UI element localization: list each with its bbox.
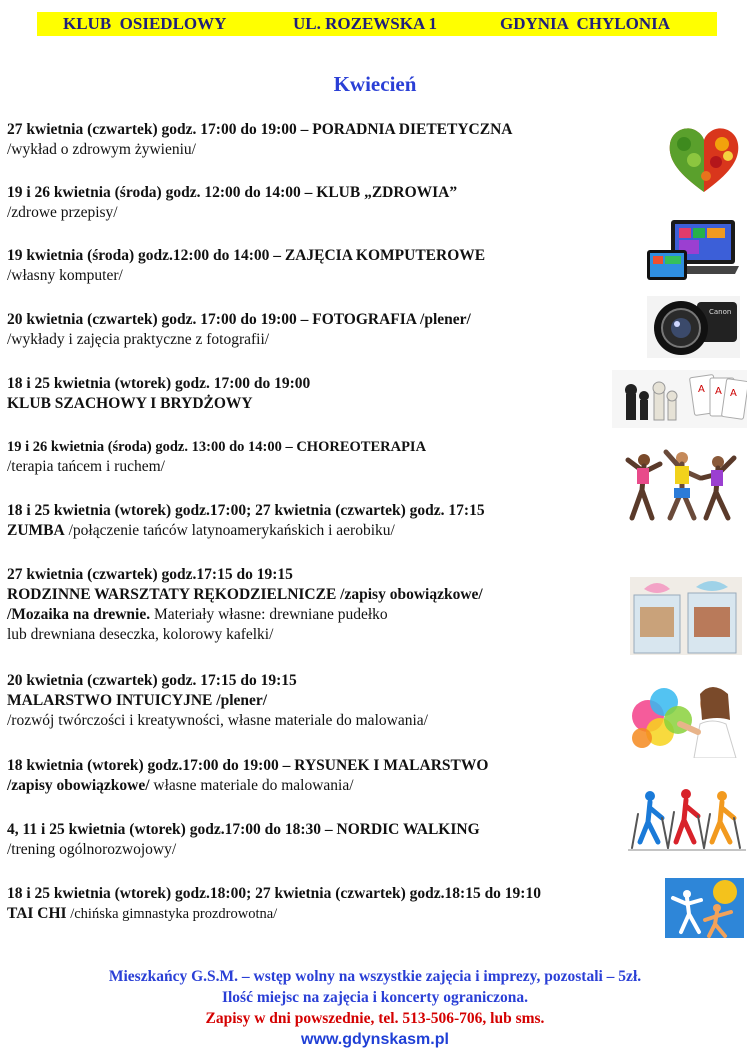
event-description: /połączenie tańców latynoamerykańskich i aerobiku/ xyxy=(64,522,395,539)
event-date: 20 kwietnia (czwartek) godz. 17:15 do 19:15 xyxy=(7,672,297,689)
event-chess-bridge xyxy=(7,374,627,414)
event-description: /własny komputer/ xyxy=(7,267,123,284)
chess-and-cards-icon xyxy=(612,370,747,428)
event-photography xyxy=(7,310,627,350)
club-name: KLUB OSIEDLOWY xyxy=(63,14,227,33)
event-title: KLUB SZACHOWY I BRYDŻOWY xyxy=(7,395,253,412)
colorful-painting-woman-icon xyxy=(628,680,742,758)
event-choreotherapy xyxy=(7,437,627,477)
event-description: /wykłady i zajęcia praktyczne z fotografii/ xyxy=(7,331,270,348)
event-drawing-painting xyxy=(7,756,627,796)
event-date-title: 19 i 26 kwietnia (środa) godz. 12:00 do 14:00 – KLUB „ZDROWIA” xyxy=(7,184,458,201)
event-date-title: 20 kwietnia (czwartek) godz. 17:00 do 19:00 – FOTOGRAFIA /plener/ xyxy=(7,311,471,328)
event-health-club xyxy=(7,183,627,223)
event-description: /terapia tańcem i ruchem/ xyxy=(7,458,165,475)
event-title: MALARSTWO INTUICYJNE /plener/ xyxy=(7,692,268,709)
event-date: 27 kwietnia (czwartek) godz.17:15 do 19:15 xyxy=(7,566,293,583)
footer-signup-phone: Zapisy w dni powszednie, tel. 513-506-706, lub sms. xyxy=(205,1010,545,1027)
header-bar xyxy=(37,12,717,36)
club-address: UL. ROZEWSKA 1 xyxy=(293,14,438,33)
event-description: /trening ogólnorozwojowy/ xyxy=(7,841,177,858)
vegetable-heart-icon xyxy=(666,122,742,196)
event-date-title: 19 kwietnia (środa) godz.12:00 do 14:00 – ZAJĘCIA KOMPUTEROWE xyxy=(7,247,486,264)
nordic-walkers-icon xyxy=(628,788,746,852)
event-dietetics xyxy=(7,120,627,160)
event-date-title: 4, 11 i 25 kwietnia (wtorek) godz.17:00 do 18:30 – NORDIC WALKING xyxy=(7,821,480,838)
event-date: 18 i 25 kwietnia (wtorek) godz.18:00; 27 kwietnia (czwartek) godz.18:15 do 19:10 xyxy=(7,885,541,902)
club-city: GDYNIA CHYLONIA xyxy=(500,14,671,33)
event-computer xyxy=(7,246,627,286)
laptop-tablet-icon xyxy=(643,218,740,288)
event-date: 18 i 25 kwietnia (wtorek) godz. 17:00 do 19:00 xyxy=(7,375,311,392)
event-date-title: 27 kwietnia (czwartek) godz. 17:00 do 19:00 – PORADNIA DIETETYCZNA xyxy=(7,121,513,138)
event-description: /rozwój twórczości i kreatywności, własne materiale do malowania/ xyxy=(7,712,428,729)
event-tai-chi xyxy=(7,884,627,924)
event-description: własne materiale do malowania/ xyxy=(149,777,354,794)
dancers-icon xyxy=(622,448,742,522)
event-date-title: 19 i 26 kwietnia (środa) godz. 13:00 do 14:00 – CHOREOTERAPIA xyxy=(7,439,427,455)
footer xyxy=(0,966,750,1050)
event-description: /wykład o zdrowym żywieniu/ xyxy=(7,141,196,158)
event-zumba xyxy=(7,501,627,541)
footer-limited-seats: Ilość miejsc na zajęcia i koncerty ograniczona. xyxy=(221,989,529,1006)
camera-lens-icon xyxy=(647,296,740,358)
svg-text:A: A xyxy=(715,386,722,397)
decorated-boxes-icon xyxy=(630,577,742,655)
event-nordic-walking xyxy=(7,820,627,860)
event-date: 18 i 25 kwietnia (wtorek) godz.17:00; 27 kwietnia (czwartek) godz. 17:15 xyxy=(7,502,485,519)
event-signup-note: /zapisy obowiązkowe/ xyxy=(7,777,150,794)
svg-text:A: A xyxy=(698,384,705,395)
event-date-title: 18 kwietnia (wtorek) godz.17:00 do 19:00 – RYSUNEK I MALARSTWO xyxy=(7,757,489,774)
svg-text:A: A xyxy=(730,388,737,399)
footer-admission-note: Mieszkańcy G.S.M. – wstęp wolny na wszystkie zajęcia i imprezy, pozostali – 5zł. xyxy=(108,968,642,985)
event-description: /zdrowe przepisy/ xyxy=(7,204,118,221)
event-materials: Materiały własne: drewniane pudełko xyxy=(150,606,388,623)
event-subtitle: /Mozaika na drewnie. xyxy=(7,606,151,623)
event-handicraft xyxy=(7,565,627,645)
month-title: Kwiecień xyxy=(333,72,417,96)
footer-website-link[interactable]: www.gdynskasm.pl xyxy=(301,1031,449,1048)
event-intuitive-painting xyxy=(7,671,627,731)
event-title: ZUMBA xyxy=(7,522,65,539)
event-title: TAI CHI xyxy=(7,905,67,922)
svg-text:Canon: Canon xyxy=(709,308,732,316)
tai-chi-figures-icon xyxy=(665,878,744,938)
event-materials-cont: lub drewniana deseczka, kolorowy kafelki/ xyxy=(7,626,274,643)
event-description: /chińska gimnastyka prozdrowotna/ xyxy=(66,906,278,922)
event-title: RODZINNE WARSZTATY RĘKODZIELNICZE /zapisy obowiązkowe/ xyxy=(7,586,483,603)
